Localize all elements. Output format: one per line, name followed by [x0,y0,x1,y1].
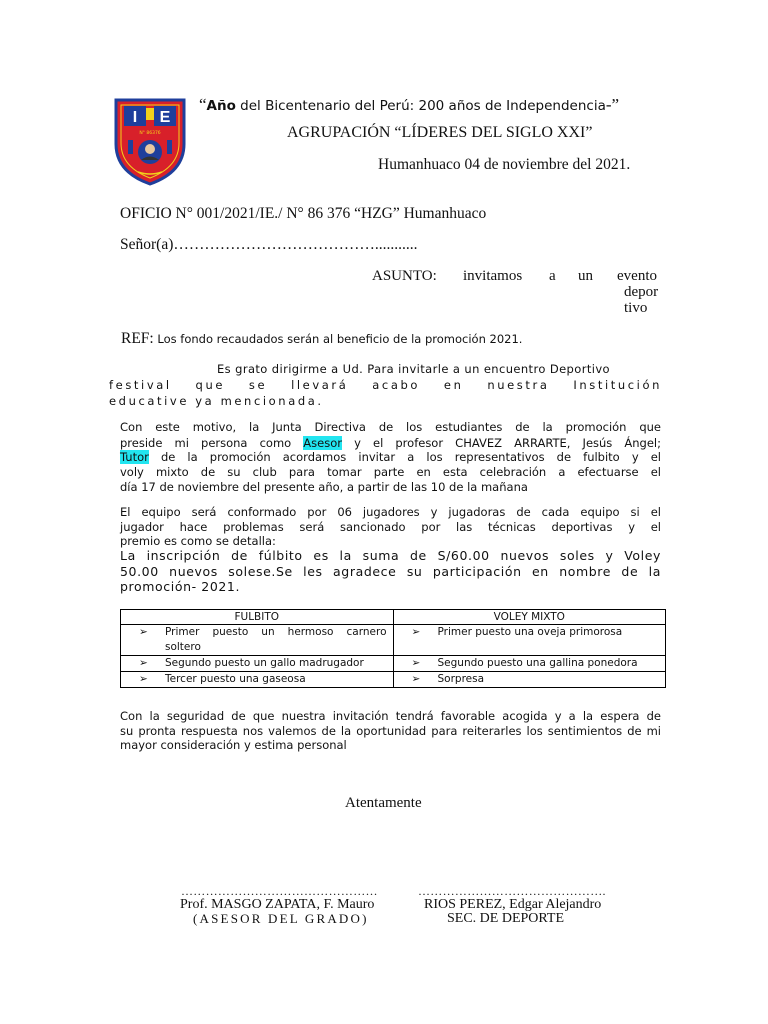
highlight-tutor: Tutor [120,450,149,464]
asunto-word: a [549,268,556,284]
bullet-icon: ➢ [411,657,421,669]
asunto-word: evento [617,268,657,284]
oficio-number: OFICIO N° 001/2021/IE./ N° 86 376 “HZG” Humanhuaco [120,205,487,222]
school-logo [110,96,190,186]
para3-line: premio es como se detalla: [120,534,276,548]
signature-line: ………………………………………… [181,884,378,898]
logo-number: N° 86376 [139,131,161,136]
para3-line: La inscripción de fúlbito es la suma de S/60.00 nuevos soles y Voley [120,548,661,563]
table-cell: ➢ Tercer puesto una gaseosa [121,672,394,688]
asunto-label: ASUNTO: [372,268,437,284]
signer-role: (ASESOR DEL GRADO) [193,911,369,926]
bullet-icon: ➢ [411,626,421,638]
closing-line: su pronta respuesta nos valemos de la oportunidad para reiterarles los sentimientos de mi [120,724,661,738]
sign-off: Atentamente [345,795,422,811]
table-cell: ➢ Primer puesto una oveja primorosa [393,625,666,656]
table-header-row [121,610,666,625]
table-row [121,656,666,672]
highlight-asesor: Asesor [303,436,342,450]
asunto-word: un [578,268,593,284]
column-header-fulbito: FULBITO [121,610,394,625]
para1-line: Es grato dirigirme a Ud. Para invitarle a un encuentro Deportivo [217,362,610,376]
bullet-icon: ➢ [139,673,148,685]
bullet-icon: ➢ [139,657,148,669]
reference-line [121,330,522,348]
asunto-word: invitamos [463,268,523,284]
para3-line: promoción- 2021. [120,579,241,594]
bullet-icon: ➢ [411,673,421,685]
table-row [121,625,666,656]
ref-label: REF: [121,330,154,347]
prize-table [120,609,666,688]
para1-line: festival que se llevará acabo en nuestra Institución [109,378,662,392]
closing-line: mayor consideración y estima personal [120,738,347,752]
logo-letter-i: I [132,109,138,126]
ref-text: Los fondo recaudados serán al beneficio de la promoción 2021. [153,332,523,346]
table-cell: ➢ Segundo puesto una gallina ponedora [393,656,666,672]
signer-name: RIOS PEREZ, Edgar Alejandro [424,897,602,912]
logo-letter-e: E [159,109,171,126]
column-header-voley: VOLEY MIXTO [393,610,666,625]
place-date: Humanhuaco 04 de noviembre del 2021. [378,156,631,173]
recipient-line: Señor(a)…………………………………........... [120,236,418,253]
para3-line: El equipo será conformado por 06 jugadores y jugadoras de cada equipo si el [120,505,661,519]
para2-line: voly mixto de su club para tomar parte en esta celebración a efectuarse el [120,465,661,479]
bold-word: Año [206,98,236,114]
table-row [121,672,666,688]
para2-line: preside mi persona como Asesor y el profesor CHAVEZ ARRARTE, Jesús Ángel; [120,436,661,450]
table-cell: ➢ Sorpresa [393,672,666,688]
group-name: AGRUPACIÓN “LÍDERES DEL SIGLO XXI” [287,124,593,141]
para3-line: jugador hace problemas será sancionado por las técnicas deportivas y el [120,520,661,534]
para2-line: día 17 de noviembre del presente año, a partir de las 10 de la mañana [120,480,528,494]
signer-role: SEC. DE DEPORTE [447,911,564,926]
closing-line: Con la seguridad de que nuestra invitación tendrá favorable acogida y a la espera de [120,709,661,723]
bicentenary-header: “Año del Bicentenario del Perú: 200 años de Independencia-” [199,95,620,114]
para2-line: Tutor de la promoción acordamos invitar a los representativos de fulbito y el [120,450,661,464]
table-cell: ➢ Primer puesto un hermoso carnero soltero [121,625,394,656]
bullet-icon: ➢ [139,626,148,638]
para3-line: 50.00 nuevos solese.Se les agradece su participación en nombre de la [120,564,661,579]
table-cell: ➢ Segundo puesto un gallo madrugador [121,656,394,672]
signature-line: ………………………………………. [418,884,606,898]
para2-line: Con este motivo, la Junta Directiva de los estudiantes de la promoción que [120,420,661,434]
signer-name: Prof. MASGO ZAPATA, F. Mauro [180,897,375,912]
asunto-continuation: depor [624,284,659,300]
asunto-continuation: tivo [624,300,648,316]
para1-line: educative ya mencionada. [109,394,324,408]
